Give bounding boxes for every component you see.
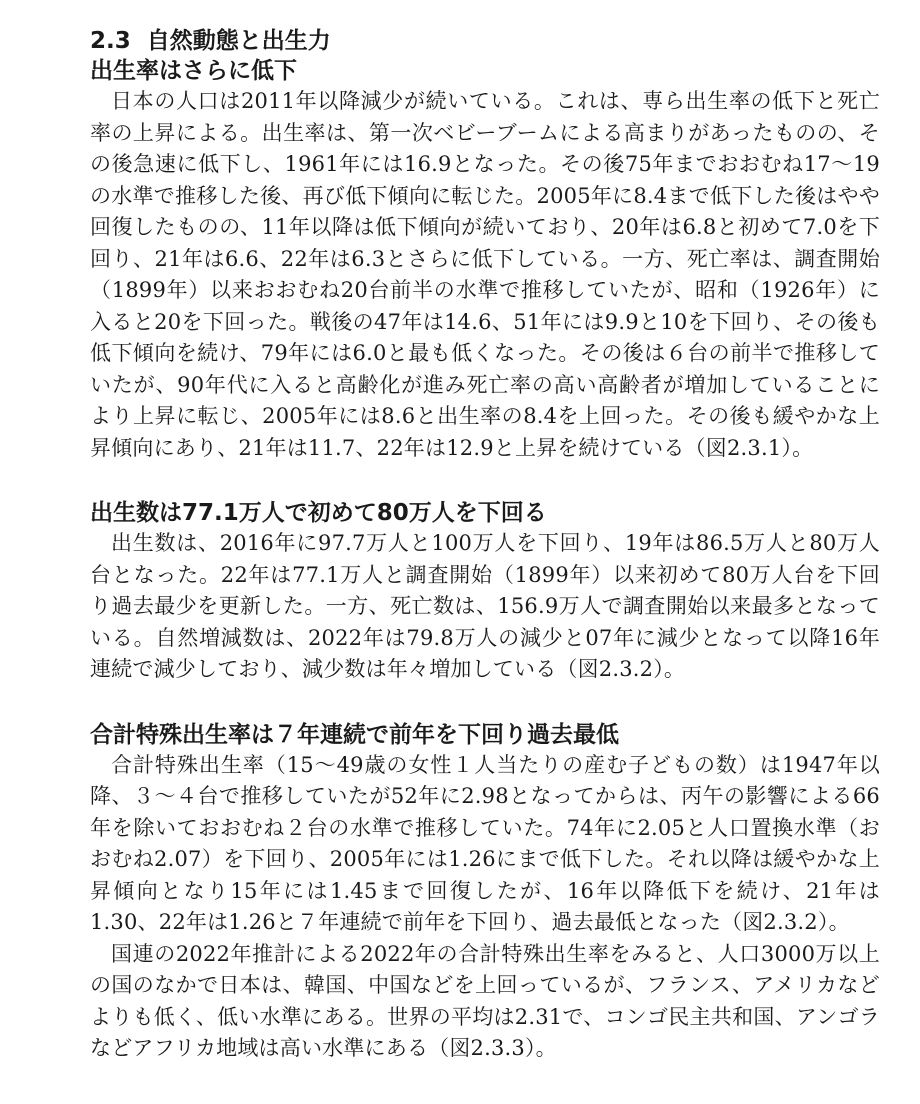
section-gap bbox=[90, 464, 880, 498]
paragraph-birth-rate: 日本の人口は2011年以降減少が続いている。これは、専ら出生率の低下と死亡率の上昇による。出生率は、第一次ベビーブームによる高まりがあったものの、その後急速に低下し、1961年には16.9となった。その後75年までおおむね17〜19の水準で推移した後、再び低下傾向に転じた。2005年に8.4まで低下した後はやや回復したものの、11年以降は低下傾向が続いており、20年は6.8と初めて7.0を下回り、21年は6.6、22年は6.3とさらに低下している。一方、死亡率は、調査開始（1899年）以来おおむね20台前半の水準で推移していたが、昭和（1926年）に入ると20を下回った。戦後の47年は14.6、51年には9.9と10を下回り、その後も低下傾向を続け、79年には6.0と最も低くなった。その後は６台の前半で推移していたが、90年代に入ると高齢化が進み死亡率の高い高齢者が増加していることにより上昇に転じ、2005年には8.6と出生率の8.4を上回った。その後も緩やかな上昇傾向にあり、21年は11.7、22年は12.9と上昇を続けている（図2.3.1）。 bbox=[90, 89, 880, 460]
paragraph-births: 出生数は、2016年に97.7万人と100万人を下回り、19年は86.5万人と80万人台となった。22年は77.1万人と調査開始（1899年）以来初めて80万人台を下回り過去最少を更新した。一方、死亡数は、156.9万人で調査開始以来最多となっている。自然増減数は、2022年は79.8万人の減少と07年に減少となって以降16年連続で減少しており、減少数は年々増加している（図2.3.2）。 bbox=[90, 531, 880, 681]
paragraph-un-comparison: 国連の2022年推計による2022年の合計特殊出生率をみると、人口3000万以上の国のなかで日本は、韓国、中国などを上回っているが、フランス、アメリカなどよりも低く、低い水準にある。世界の平均は2.31で、コンゴ民主共和国、アンゴラなどアフリカ地域は高い水準にある（図2.3.3）。 bbox=[90, 941, 880, 1060]
section-title: 自然動態と出生力 bbox=[146, 28, 331, 54]
paragraph-fertility: 合計特殊出生率（15〜49歳の女性１人当たりの産む子どもの数）は1947年以降、３〜４台で推移していたが52年に2.98となってからは、丙午の影響による66年を除いておおむね２台の水準で推移していた。74年に2.05と人口置換水準（おおむね2.07）を下回り、2005年には1.26にまで低下した。それ以降は緩やかな上昇傾向となり15年には1.45まで回復したが、16年以降低下を続け、21年は1.30、22年は1.26と７年連続で前年を下回り、過去最低となった（図2.3.2）。 bbox=[90, 752, 880, 934]
section-gap bbox=[90, 686, 880, 720]
subsection-heading-fertility: 合計特殊出生率は７年連続で前年を下回り過去最低 bbox=[90, 721, 619, 748]
section-number: 2.3 bbox=[90, 28, 131, 54]
section-heading bbox=[90, 26, 880, 56]
subsection-heading-birth-rate: 出生率はさらに低下 bbox=[90, 58, 297, 84]
subsection-heading-births: 出生数は77.1万人で初めて80万人を下回る bbox=[90, 500, 547, 526]
